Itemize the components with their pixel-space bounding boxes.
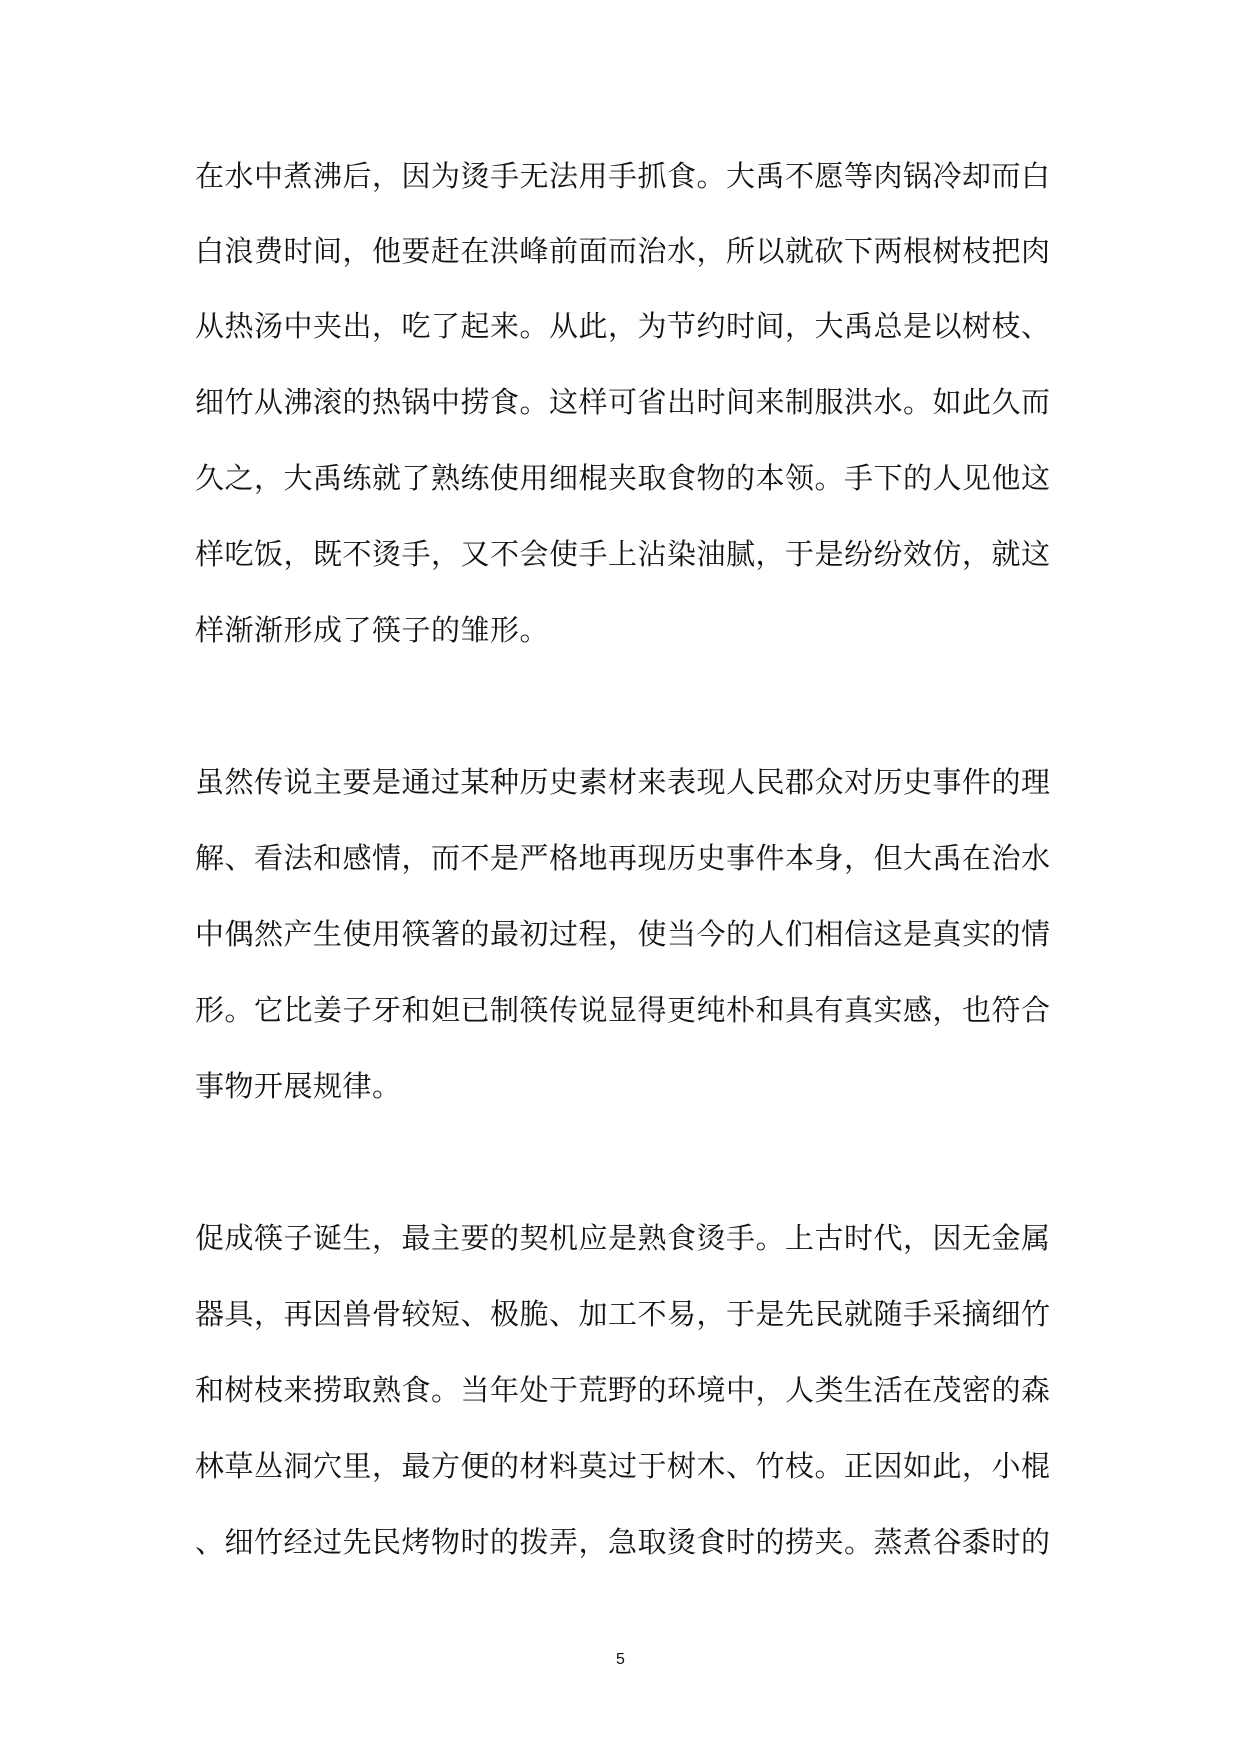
text-line: 久之，大禹练就了熟练使用细棍夹取食物的本领。手下的人见他这 <box>195 461 1051 495</box>
text-line: 林草丛洞穴里，最方便的材料莫过于树木、竹枝。正因如此，小棍 <box>195 1449 1051 1483</box>
text-line: 样渐渐形成了筷子的雏形。 <box>195 613 550 647</box>
page-number: 5 <box>616 1651 625 1668</box>
text-line: 解、看法和感情，而不是严格地再现历史事件本身，但大禹在治水 <box>195 841 1051 875</box>
text-line: 和树枝来捞取熟食。当年处于荒野的环境中，人类生活在茂密的森 <box>195 1373 1051 1407</box>
text-line: 样吃饭，既不烫手，又不会使手上沾染油腻，于是纷纷效仿，就这 <box>195 537 1051 571</box>
text-line: 中偶然产生使用筷箸的最初过程，使当今的人们相信这是真实的情 <box>195 917 1051 951</box>
text-line: 器具，再因兽骨较短、极脆、加工不易，于是先民就随手采摘细竹 <box>195 1297 1051 1331</box>
text-line: 白浪费时间，他要赶在洪峰前面而治水，所以就砍下两根树枝把肉 <box>195 234 1051 268</box>
text-line: 、细竹经过先民烤物时的拨弄，急取烫食时的捞夹。蒸煮谷黍时的 <box>195 1525 1051 1559</box>
text-line: 事物开展规律。 <box>195 1069 402 1103</box>
text-line: 在水中煮沸后，因为烫手无法用手抓食。大禹不愿等肉锅冷却而白 <box>195 159 1051 193</box>
text-line: 形。它比姜子牙和妲已制筷传说显得更纯朴和具有真实感，也符合 <box>195 993 1051 1027</box>
text-line: 从热汤中夹出，吃了起来。从此，为节约时间，大禹总是以树枝、 <box>195 309 1051 343</box>
text-line: 细竹从沸滚的热锅中捞食。这样可省出时间来制服洪水。如此久而 <box>195 385 1051 419</box>
text-line: 促成筷子诞生，最主要的契机应是熟食烫手。上古时代，因无金属 <box>195 1221 1051 1255</box>
text-line: 虽然传说主要是通过某种历史素材来表现人民郡众对历史事件的理 <box>195 765 1051 799</box>
